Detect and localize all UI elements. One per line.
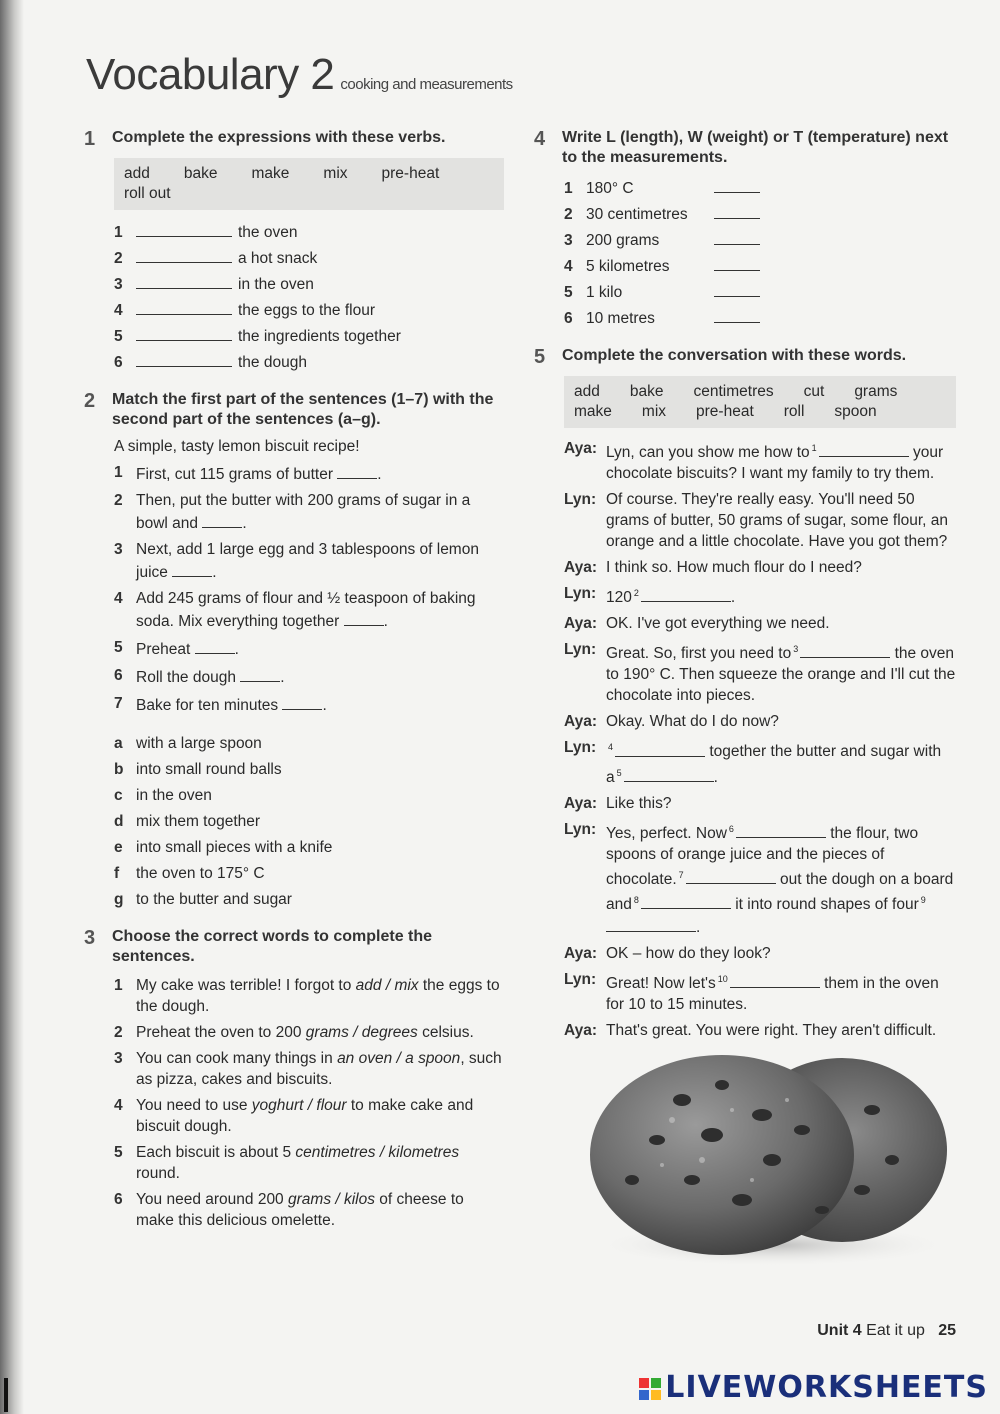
word: bake [629,383,664,400]
exercise-3 [84,927,504,1231]
answer-blank[interactable] [819,440,909,457]
word: make [251,165,290,182]
list-item: c in the oven [114,787,212,804]
exercise-number: 3 [84,927,96,949]
dialogue-line: Aya: That's great. You were right. They aren't difficult. [564,1022,937,1040]
answer-blank[interactable] [714,176,760,193]
list-item: 4 the eggs to the flour [114,298,504,324]
list-item: 2 30 centimetres [564,202,956,228]
list-item: 2 a hot snack [114,246,504,272]
choice-options[interactable]: yoghurt / flour [251,1097,347,1114]
list-item: 5 1 kilo [564,280,956,306]
liveworksheets-logo [639,1370,988,1405]
exercise-number: 1 [84,128,96,150]
dialogue-line: Aya: I think so. How much flour do I need? [564,559,862,577]
list-item: 2 Then, put the butter with 200 grams of sugar in a bowl and . [114,492,471,532]
list-item: 4 5 kilometres [564,254,956,280]
word: pre-heat [381,165,440,182]
word: bake [183,165,218,182]
answer-blank[interactable] [714,202,760,219]
choice-options[interactable]: add / mix [355,977,419,994]
page-number: 25 [938,1322,956,1339]
list-item: f the oven to 175° C [114,865,265,882]
list-item: 1 My cake was terrible! I forgot to add / mix the eggs to the dough. [114,977,500,1015]
dialogue-line: Lyn: Of course. They're really easy. You'll need 50 grams of butter, 50 grams of sugar, some flour, an orange and a little chocolate. Have you got them? [564,491,949,551]
recipe-title: A simple, tasty lemon biscuit recipe! [114,438,360,455]
dialogue-line: Lyn: $^4$ together the butter and sugar with a $^5$ . [564,739,942,786]
brand-name: LIVEWORKSHEETS [665,1370,988,1405]
answer-blank[interactable] [136,298,232,315]
page-title [86,50,513,100]
word: mix [641,403,667,420]
dialogue-line: Aya: Like this? [564,794,672,812]
word: add [124,165,150,182]
choice-options[interactable]: grams / degrees [305,1024,418,1041]
exercise-1 [84,128,504,376]
exercise-instruction: Complete the expressions with these verbs. [112,129,446,146]
answer-blank[interactable] [136,324,232,341]
answer-blank[interactable] [615,740,705,757]
unit-label: Unit 4 [817,1322,862,1339]
answer-blank[interactable] [641,585,731,602]
answer-blank[interactable] [714,306,760,323]
cookie-photo [572,1040,952,1270]
list-item: 4 Add 245 grams of flour and ½ teaspoon of baking soda. Mix everything together . [114,590,476,630]
exercise-2 [84,390,504,913]
liveworksheets-icon [639,1378,661,1400]
answer-blank[interactable] [136,246,232,263]
list-item: 6 You need around 200 grams / kilos of cheese to make this delicious omelette. [114,1191,464,1229]
word: make [574,403,612,420]
list-item: e into small pieces with a knife [114,839,333,856]
list-item: 7 Bake for ten minutes . [114,695,327,714]
exercise-instruction: Write L (length), W (weight) or T (temperature) next to the measurements. [562,129,949,166]
answer-blank[interactable] [136,272,232,289]
word-box [564,376,956,428]
dialogue-line: Lyn: Yes, perfect. Now $^6$ the flour, two spoons of orange juice and the pieces of chocolate. $^7$ out the dough on a board and $^8$ it into round shapes of four $^9$. [564,820,954,937]
dialogue-line: Aya: Okay. What do I do now? [564,713,779,731]
exercise-instruction: Match the first part of the sentences (1–7) with the second part of the sentences (a–g). [112,391,494,428]
word: centimetres [693,383,774,400]
page-footer [817,1322,956,1340]
answer-blank[interactable] [136,220,232,237]
title-subtitle: cooking and measurements [340,76,513,93]
answer-blank[interactable] [730,971,820,988]
exercise-number: 4 [534,128,546,150]
list-item: b into small round balls [114,761,282,778]
dialogue-line: Lyn: 120 $^2$ . [564,585,736,607]
word: mix [323,165,348,182]
list-item: 5 Preheat . [114,639,239,658]
list-item: 6 Roll the dough . [114,667,285,686]
choice-options[interactable]: an oven / a spoon [337,1050,461,1067]
list-item: 5 the ingredients together [114,324,504,350]
word: pre-heat [696,403,754,420]
answer-blank[interactable] [344,609,384,626]
answer-blank[interactable] [172,560,212,577]
exercise-instruction: Choose the correct words to complete the sentences. [112,928,433,965]
exercise-number: 2 [84,390,96,412]
scan-mark [4,1378,8,1412]
list-item: a with a large spoon [114,735,262,752]
answer-blank[interactable] [714,280,760,297]
exercise-instruction: Complete the conversation with these words. [562,347,907,364]
dialogue-line: Aya: Lyn, can you show me how to $^1$ your chocolate biscuits? I want my family to try them. [564,440,944,483]
answer-blank[interactable] [624,765,714,782]
list-item: d mix them together [114,813,261,830]
word: grams [854,383,898,400]
answer-blank[interactable] [337,462,377,479]
answer-blank[interactable] [686,867,776,884]
list-item: 5 Each biscuit is about 5 centimetres / kilometres round. [114,1144,460,1182]
list-item: 3 in the oven [114,272,504,298]
dialogue-line: Lyn: Great. So, first you need to $^3$ the oven to 190° C. Then squeeze the orange and I'll cut the chocolate into pieces. [564,641,956,705]
answer-blank[interactable] [136,350,232,367]
word-box [114,158,504,210]
answer-blank[interactable] [736,821,826,838]
answer-blank[interactable] [714,228,760,245]
dialogue-line: Lyn: Great! Now let's $^{10}$ them in the oven for 10 to 15 minutes. [564,971,939,1014]
choice-options[interactable]: centimetres / kilometres [295,1144,460,1161]
answer-blank[interactable] [800,641,890,658]
list-item: 4 You need to use yoghurt / flour to make cake and biscuit dough. [114,1097,474,1135]
list-item: g to the butter and sugar [114,891,292,908]
left-column [84,128,504,1245]
exercise-4 [534,128,956,332]
word: roll out [124,185,171,202]
word: spoon [834,403,877,420]
answer-blank[interactable] [714,254,760,271]
answer-blank[interactable] [282,693,322,710]
list-item: 6 the dough [114,350,504,376]
choice-options[interactable]: grams / kilos [288,1191,375,1208]
unit-title: Eat it up [866,1322,925,1339]
list-item: 3 You can cook many things in an oven / a spoon, such as pizza, cakes and biscuits. [114,1050,502,1088]
word: cut [803,383,825,400]
list-item: 1 First, cut 115 grams of butter . [114,464,382,483]
right-column [534,128,956,1055]
answer-blank[interactable] [195,637,235,654]
word: add [574,383,600,400]
dialogue-line: Aya: OK. I've got everything we need. [564,615,830,633]
title-text: Vocabulary 2 [86,50,335,99]
word: roll [783,403,805,420]
list-item: 2 Preheat the oven to 200 grams / degrees celsius. [114,1024,474,1041]
conversation [564,438,956,1041]
answer-blank[interactable] [641,892,731,909]
answer-blank[interactable] [606,915,696,932]
list-item: 3 200 grams [564,228,956,254]
dialogue-line: Aya: OK – how do they look? [564,945,771,963]
exercise-number: 5 [534,346,546,368]
exercise-5 [534,346,956,1041]
list-item: 6 10 metres [564,306,956,332]
list-item: 3 Next, add 1 large egg and 3 tablespoons of lemon juice . [114,541,479,581]
page-shadow [0,0,24,1414]
answer-blank[interactable] [202,511,242,528]
list-item: 1 the oven [114,220,504,246]
answer-blank[interactable] [240,665,280,682]
list-item: 1 180° C [564,176,956,202]
